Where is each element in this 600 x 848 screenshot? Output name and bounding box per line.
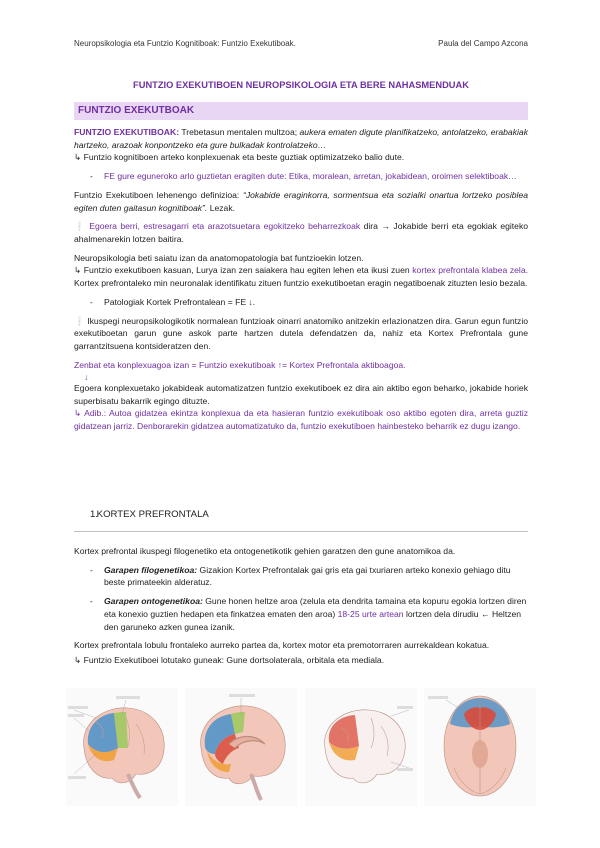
term-funtzio-exekutiboak: FUNTZIO EXEKUTIBOAK: bbox=[74, 127, 180, 137]
lurya-line2: ↳ Funtzio exekutiboen kasuan, Lurya izan zen saiakera hau egiten lehen eta ikusi zuen bbox=[74, 265, 413, 276]
dash-marker: - bbox=[90, 564, 93, 575]
brain-outline-illustration bbox=[305, 688, 417, 806]
definition-note: ↳ Funtzio kognitiboen arteko konplexuenak eta beste guztiak optimizatzeko balio dute. bbox=[74, 152, 405, 163]
prefrontal-areas-text: ↳ Funtzio Exekutiboei lotutako guneak: Gune dortsolaterala, orbitala eta mediala. bbox=[74, 655, 385, 666]
brain-medial-figure bbox=[185, 688, 297, 806]
lezak-author: Lezak. bbox=[207, 202, 236, 213]
definition-italic: aukera ematen digute planifikatzeko, antolatzeko, erabakiak hartzeko, arazoak konpontzeko eta gure bulkadak kontrolatzeko… bbox=[74, 127, 528, 150]
lezak-quote: “Jokabide eraginkorra, sormentsua eta sozialki onartua lortzeko posiblea egiten duten gaitasun kognitiboak”. bbox=[74, 189, 529, 213]
header-author: Paula del Campo Azcona bbox=[438, 39, 528, 48]
dash-marker: - bbox=[90, 171, 93, 182]
term-filogenetikoa: Garapen filogenetikoa: bbox=[104, 564, 198, 575]
definition-text: Trebetasun mentalen multzoa; bbox=[179, 127, 300, 137]
paragraph-lezak bbox=[74, 189, 528, 214]
document-title: FUNTZIO EXEKUTIBOEN NEUROPSIKOLOGIA ETA BERE NAHASMENDUAK bbox=[133, 80, 469, 90]
brain-medial-illustration bbox=[185, 688, 297, 806]
section-body-prefrontal bbox=[74, 545, 528, 673]
lurya-line2-end: Kortex prefrontaleko min neuronalak identifikatu zituen funtzio exekutiboetan eragin negatiboenak zituzten lesio bezala. bbox=[74, 278, 528, 289]
list-item bbox=[74, 170, 528, 183]
arrow-down-icon: ↓ bbox=[84, 371, 89, 382]
numbered-heading bbox=[74, 508, 528, 522]
prefrontal-location-text: Kortex prefrontala lobulu frontaleko aurreko partea da, kortex motor eta premotorraren aurrekaldean kokatua. bbox=[74, 640, 490, 651]
complexity-formula: Zenbat eta konplexuagoa izan = Funtzio exekutiboak ↑= Kortex Prefrontala aktiboagoa. bbox=[74, 359, 406, 370]
list-item-text: Gizakion Kortex Prefrontalak gai gris eta gai txuriaren arteko konexio gehiago ditu beste primateekin alderatuz. bbox=[104, 564, 511, 588]
anatomy-text: Ikuspegi neuropsikologikotik normalean funtzioak oinarri anatomiko anitzekin erlazionatzen dira. Garun egun funtzio exekutiboetan garun gune askok parte hartzen dutela defendatzen da, nahiz eta Kortex Prefrontala gune garrantzitsuena kontsideratzen den. bbox=[74, 315, 529, 352]
brain-figures bbox=[66, 688, 536, 808]
lurya-highlight: kortex prefrontala klabea zela. bbox=[412, 265, 528, 276]
paragraph-complexity bbox=[74, 359, 528, 433]
brain-lateral-outline-figure bbox=[305, 688, 417, 806]
brain-ventral-illustration bbox=[424, 688, 536, 806]
dash-marker: - bbox=[90, 296, 93, 307]
header-course-title: Neuropsikologia eta Funtzio Kognitiboak: Funtzio Exekutiboak. bbox=[74, 39, 296, 48]
brain-lateral-figure bbox=[66, 688, 178, 806]
list-item bbox=[74, 564, 528, 589]
complexity-text: Egoera konplexuetako jokabideak automatizatzen funtzio exekutiboek ez dira ain aktibo egon beharko, jokabide horiek superbisatu bakarrik egingo dituzte. bbox=[74, 382, 528, 406]
list-item-text: Gune honen heltze aroa (zelula eta dendrita tamaina eta kopuru egokia lortzen diren eta konexio guztien hedapen eta finkatzea ematen den aroa) bbox=[104, 596, 527, 619]
lurya-line1: Neuropsikologia beti saiatu izan da anatomopatologia bat funtzioekin lotzen. bbox=[74, 252, 364, 263]
paragraph-anatomy bbox=[74, 315, 528, 353]
heading-number: 1. bbox=[90, 509, 99, 520]
list-item-text: FE gure eguneroko arlo guztietan eragiten dute: Etika, moralean, arretan, jokabidean, oroimen selektiboak… bbox=[104, 171, 517, 182]
list-item bbox=[74, 296, 528, 309]
list-item-text: Patologiak Kortek Prefrontalean = FE ↓. bbox=[104, 296, 256, 307]
prefrontal-areas bbox=[74, 654, 528, 667]
paragraph-definition bbox=[74, 126, 528, 164]
complexity-example: ↳ Adib.: Autoa gidatzea ekintza konplexua da eta hasieran funtzio exekutiboak oso aktibo egoten dira, arreta guztiz gidatzean jarriz. Denborarekin gidatzea automatizatuko da, funtzio exekutiboen hainbesteko beharrik ez dugu izango. bbox=[74, 408, 528, 431]
list-item bbox=[74, 595, 528, 633]
age-highlight: 18-25 urte artean bbox=[337, 608, 404, 619]
section-heading: FUNTZIO EXEKUTBOAK bbox=[74, 102, 528, 120]
page-header bbox=[74, 38, 528, 50]
brain-ventral-figure bbox=[424, 688, 536, 806]
term-ontogenetikoa: Garapen ontogenetikoa: bbox=[104, 596, 203, 607]
brain-lateral-illustration bbox=[66, 688, 178, 806]
list-item-text-end: lortzen dela dirudiu ← Heltzen den garuneko azken gunea izanik. bbox=[104, 608, 522, 632]
exclamation-icon: ❕ bbox=[74, 315, 85, 326]
prefrontal-location bbox=[74, 639, 528, 652]
adaptation-text: dira → Jokabide berri eta egokiak egiteko ahalmenarekin lotzen baitira. bbox=[74, 221, 529, 245]
exclamation-icon: ❕ bbox=[74, 221, 86, 232]
prefrontal-intro: Kortex prefrontal ikuspegi filogenetiko eta ontogenetikotik gehien garatzen den gune anatomikoa da. bbox=[74, 546, 456, 556]
heading-divider bbox=[74, 531, 528, 532]
heading-label: KORTEX PREFRONTALA bbox=[96, 509, 209, 520]
adaptation-highlight: Egoera berri, estresagarri eta arazotsuetara egokitzeko beharrezkoak bbox=[89, 221, 361, 232]
lezak-intro: Funtzio Exekutiboen lehenengo definizioa: bbox=[74, 189, 243, 200]
section-body bbox=[74, 126, 528, 439]
paragraph-lurya bbox=[74, 252, 528, 290]
paragraph-adaptation bbox=[74, 220, 528, 245]
dash-marker: - bbox=[90, 596, 93, 607]
